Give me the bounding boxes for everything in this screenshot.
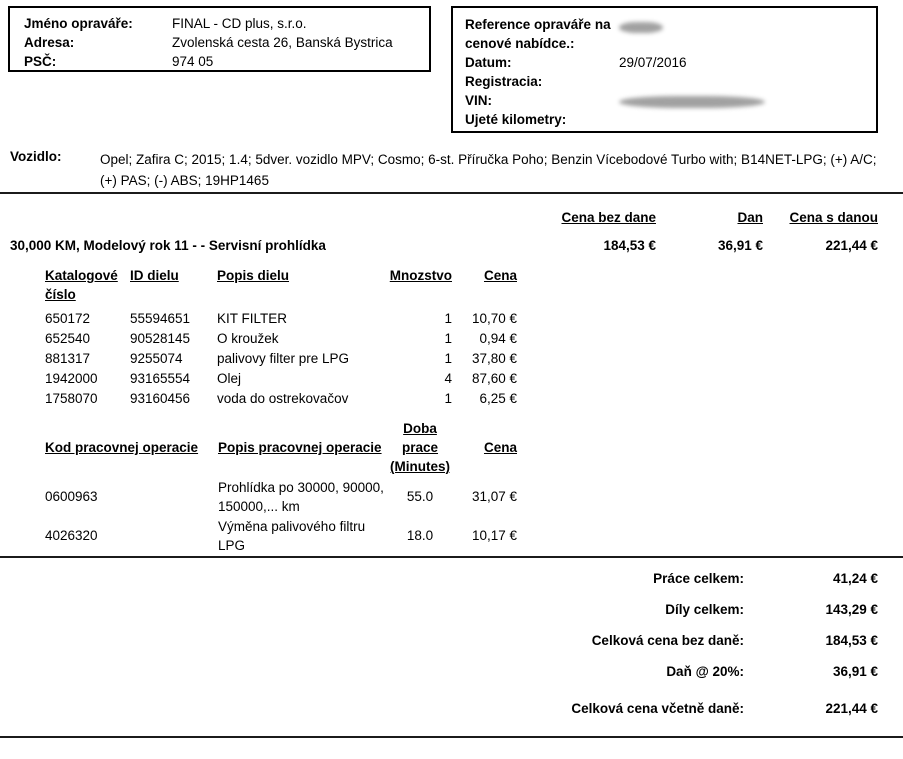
labor-table-header <box>45 418 517 477</box>
part-id: 90528145 <box>130 331 191 346</box>
total-parts-value: 143,29 € <box>825 602 878 617</box>
table-row <box>45 329 517 349</box>
labor-operation-description: Výměna palivového filtru LPG <box>218 518 366 553</box>
totals-section <box>559 563 878 730</box>
service-tax: 36,91 € <box>717 238 763 253</box>
repairer-name-label: Jméno opraváře: <box>24 16 133 31</box>
mileage-label: Ujeté kilometry: <box>465 112 567 127</box>
labor-work-time: 55.0 <box>406 489 434 504</box>
table-row <box>45 516 517 555</box>
part-description: palivovy filter pre LPG <box>217 351 350 366</box>
parts-table <box>45 266 517 409</box>
labor-price: 31,07 € <box>471 489 517 504</box>
total-labor-row <box>559 563 878 594</box>
total-labor-label: Práce celkem: <box>653 571 744 586</box>
reference-value-redacted <box>619 15 876 53</box>
labor-work-time: 18.0 <box>406 528 434 543</box>
table-row <box>45 349 517 369</box>
redaction-smudge <box>619 96 765 108</box>
part-catalog-number: 1758070 <box>45 391 98 406</box>
repairer-zip-value: 974 05 <box>172 54 214 69</box>
labor-header-work-time: Doba prace (Minutes) <box>390 421 450 474</box>
column-header-tax: Dan <box>737 210 763 225</box>
labor-price: 10,17 € <box>471 528 517 543</box>
repairer-info-box <box>8 6 431 72</box>
vin-value-redacted <box>619 91 876 110</box>
total-inc-tax-row <box>559 687 878 730</box>
divider-top <box>0 192 903 194</box>
repairer-name-row <box>24 14 429 33</box>
part-description: voda do ostrekovačov <box>217 391 349 406</box>
labor-operation-description: Prohlídka po 30000, 90000, 150000,... km <box>218 479 384 514</box>
repairer-zip-label: PSČ: <box>24 54 57 69</box>
parts-header-catalog: Katalogové číslo <box>45 268 118 302</box>
reference-row <box>465 15 876 53</box>
part-description: KIT FILTER <box>217 311 288 326</box>
date-value: 29/07/2016 <box>619 55 687 70</box>
part-catalog-number: 650172 <box>45 311 91 326</box>
labor-header-operation-code: Kod pracovnej operacie <box>45 440 199 455</box>
table-row <box>45 309 517 329</box>
date-row <box>465 53 876 72</box>
divider-bottom <box>0 736 903 738</box>
registration-label: Registracia: <box>465 74 543 89</box>
part-quantity: 1 <box>444 331 452 346</box>
registration-value <box>619 72 876 91</box>
parts-header-quantity: Mnozstvo <box>389 268 452 283</box>
total-ex-tax-label: Celková cena bez daně: <box>591 633 744 648</box>
service-price-ex-tax: 184,53 € <box>603 238 656 253</box>
table-row <box>45 369 517 389</box>
date-label: Datum: <box>465 55 512 70</box>
tax-label: Daň @ 20%: <box>666 664 744 679</box>
part-price: 0,94 € <box>479 331 517 346</box>
part-catalog-number: 1942000 <box>45 371 98 386</box>
labor-header-operation-description: Popis pracovnej operacie <box>218 440 382 455</box>
parts-header-price: Cena <box>483 268 517 283</box>
vin-label: VIN: <box>465 93 492 108</box>
vin-row <box>465 91 876 110</box>
labor-operation-code: 4026320 <box>45 528 98 543</box>
part-price: 6,25 € <box>479 391 517 406</box>
part-quantity: 1 <box>444 351 452 366</box>
total-parts-label: Díly celkem: <box>665 602 744 617</box>
part-catalog-number: 652540 <box>45 331 91 346</box>
part-id: 9255074 <box>130 351 183 366</box>
parts-table-header <box>45 266 517 304</box>
mileage-row <box>465 110 876 129</box>
parts-header-part-id: ID dielu <box>130 268 179 283</box>
column-header-price-ex-tax: Cena bez dane <box>561 210 656 225</box>
total-parts-row <box>559 594 878 625</box>
repairer-name-value: FINAL - CD plus, s.r.o. <box>172 16 307 31</box>
total-ex-tax-row <box>559 625 878 656</box>
part-price: 37,80 € <box>471 351 517 366</box>
total-inc-tax-value: 221,44 € <box>825 701 878 716</box>
table-row <box>45 389 517 409</box>
part-id: 55594651 <box>130 311 191 326</box>
vehicle-description: Opel; Zafira C; 2015; 1.4; 5dver. vozidlo MPV; Cosmo; 6-st. Příručka Poho; Benzin Vícebodové Turbo with; B14NET-LPG; (+) A/C; (+) PAS; (-) ABS; 19HP1465 <box>100 152 877 188</box>
repairer-address-label: Adresa: <box>24 35 75 50</box>
part-quantity: 4 <box>444 371 452 386</box>
divider-totals <box>0 556 903 558</box>
part-id: 93165554 <box>130 371 191 386</box>
total-inc-tax-label: Celková cena včetně daně: <box>571 701 744 716</box>
registration-row <box>465 72 876 91</box>
service-line-title: 30,000 KM, Modelový rok 11 - - Servisní prohlídka <box>10 238 326 253</box>
vehicle-label: Vozidlo: <box>10 149 62 164</box>
column-header-price-inc-tax: Cena s danou <box>789 210 878 225</box>
part-description: O kroužek <box>217 331 279 346</box>
repairer-address-value: Zvolenská cesta 26, Banská Bystrica <box>172 35 393 50</box>
tax-row <box>559 656 878 687</box>
part-description: Olej <box>217 371 242 386</box>
redaction-smudge <box>619 22 663 33</box>
part-quantity: 1 <box>444 391 452 406</box>
part-quantity: 1 <box>444 311 452 326</box>
part-id: 93160456 <box>130 391 191 406</box>
table-row <box>45 477 517 516</box>
parts-header-description: Popis dielu <box>217 268 290 283</box>
total-labor-value: 41,24 € <box>832 571 878 586</box>
quote-info-box <box>451 6 878 133</box>
labor-table <box>45 418 517 555</box>
repairer-zip-row <box>24 52 429 71</box>
mileage-value <box>619 110 876 129</box>
labor-operation-code: 0600963 <box>45 489 98 504</box>
labor-header-price: Cena <box>483 440 517 455</box>
repairer-address-row <box>24 33 429 52</box>
tax-value: 36,91 € <box>832 664 878 679</box>
reference-label: Reference opraváře na cenové nabídce.: <box>465 17 611 51</box>
service-price-inc-tax: 221,44 € <box>825 238 878 253</box>
part-price: 10,70 € <box>471 311 517 326</box>
total-ex-tax-value: 184,53 € <box>825 633 878 648</box>
part-catalog-number: 881317 <box>45 351 91 366</box>
part-price: 87,60 € <box>471 371 517 386</box>
